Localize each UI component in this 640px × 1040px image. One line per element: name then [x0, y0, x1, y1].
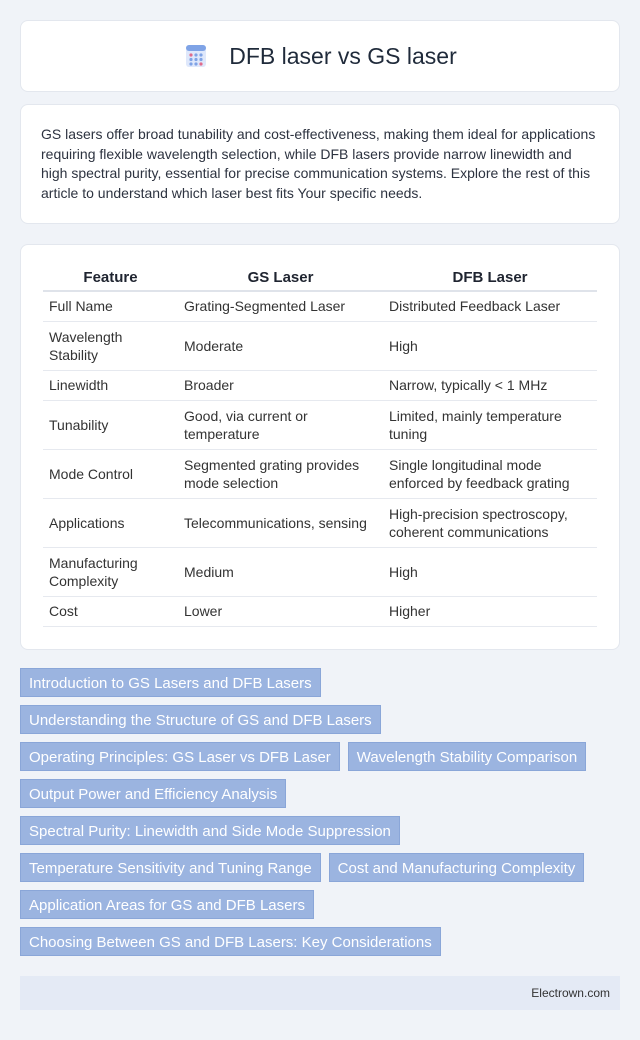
tag-row	[20, 668, 620, 705]
topic-tag-wavelength-stability[interactable]: Wavelength Stability Comparison	[348, 742, 586, 771]
table-cell: Tunability	[43, 400, 178, 449]
table-cell: High	[383, 547, 597, 596]
topic-tag-introduction[interactable]: Introduction to GS Lasers and DFB Lasers	[20, 668, 321, 697]
footer-brand[interactable]: Electrown.com	[531, 986, 610, 1000]
tag-row	[20, 927, 620, 964]
table-row	[43, 370, 597, 400]
table-header-row	[43, 263, 597, 291]
topic-tag-cost[interactable]: Cost and Manufacturing Complexity	[329, 853, 585, 882]
table-row	[43, 400, 597, 449]
table-cell: Moderate	[178, 321, 383, 370]
table-header-gs: GS Laser	[178, 263, 383, 291]
table-row	[43, 321, 597, 370]
tag-row	[20, 816, 620, 853]
comparison-table	[43, 263, 597, 627]
page-title: DFB laser vs GS laser	[229, 42, 457, 69]
intro-paragraph: GS lasers offer broad tunability and cost-effectiveness, making them ideal for applications requiring flexible wavelength selection, while DFB lasers provide narrow linewidth and high spectral purity, essential for precise communication systems. Explore the rest of this article to understand which laser best fits Your specific needs.	[41, 126, 596, 201]
table-row	[43, 449, 597, 498]
table-cell: High	[383, 321, 597, 370]
title-card	[20, 20, 620, 92]
table-cell: Segmented grating provides mode selection	[178, 449, 383, 498]
topic-tag-applications[interactable]: Application Areas for GS and DFB Lasers	[20, 890, 314, 919]
topic-tag-spectral-purity[interactable]: Spectral Purity: Linewidth and Side Mode Suppression	[20, 816, 400, 845]
table-cell: Distributed Feedback Laser	[383, 291, 597, 321]
table-cell: Telecommunications, sensing	[178, 498, 383, 547]
table-cell: Good, via current or temperature	[178, 400, 383, 449]
topic-tag-operating-principles[interactable]: Operating Principles: GS Laser vs DFB Laser	[20, 742, 340, 771]
table-cell: Applications	[43, 498, 178, 547]
tag-row	[20, 890, 620, 927]
table-cell: Manufacturing Complexity	[43, 547, 178, 596]
table-cell: Narrow, typically < 1 MHz	[383, 370, 597, 400]
table-row	[43, 498, 597, 547]
table-cell: Grating-Segmented Laser	[178, 291, 383, 321]
table-row	[43, 596, 597, 626]
table-cell: Cost	[43, 596, 178, 626]
tag-row	[20, 705, 620, 742]
footer	[20, 976, 620, 1010]
table-row	[43, 547, 597, 596]
table-cell: Medium	[178, 547, 383, 596]
table-cell: Lower	[178, 596, 383, 626]
table-cell: High-precision spectroscopy, coherent communications	[383, 498, 597, 547]
table-cell: Linewidth	[43, 370, 178, 400]
table-cell: Single longitudinal mode enforced by feedback grating	[383, 449, 597, 498]
topic-tag-temperature[interactable]: Temperature Sensitivity and Tuning Range	[20, 853, 321, 882]
table-header-dfb: DFB Laser	[383, 263, 597, 291]
tag-row	[20, 779, 620, 816]
table-cell: Broader	[178, 370, 383, 400]
calculator-grid-icon	[183, 43, 209, 69]
topic-tag-choosing[interactable]: Choosing Between GS and DFB Lasers: Key Considerations	[20, 927, 441, 956]
table-row	[43, 291, 597, 321]
table-cell: Limited, mainly temperature tuning	[383, 400, 597, 449]
table-cell: Mode Control	[43, 449, 178, 498]
tag-row	[20, 742, 620, 779]
tag-row	[20, 853, 620, 890]
intro-card	[20, 104, 620, 224]
table-cell: Full Name	[43, 291, 178, 321]
topic-tags	[20, 668, 620, 964]
table-header-feature: Feature	[43, 263, 178, 291]
topic-tag-structure[interactable]: Understanding the Structure of GS and DFB Lasers	[20, 705, 381, 734]
table-cell: Wavelength Stability	[43, 321, 178, 370]
table-cell: Higher	[383, 596, 597, 626]
topic-tag-output-power[interactable]: Output Power and Efficiency Analysis	[20, 779, 286, 808]
comparison-table-card	[20, 244, 620, 650]
